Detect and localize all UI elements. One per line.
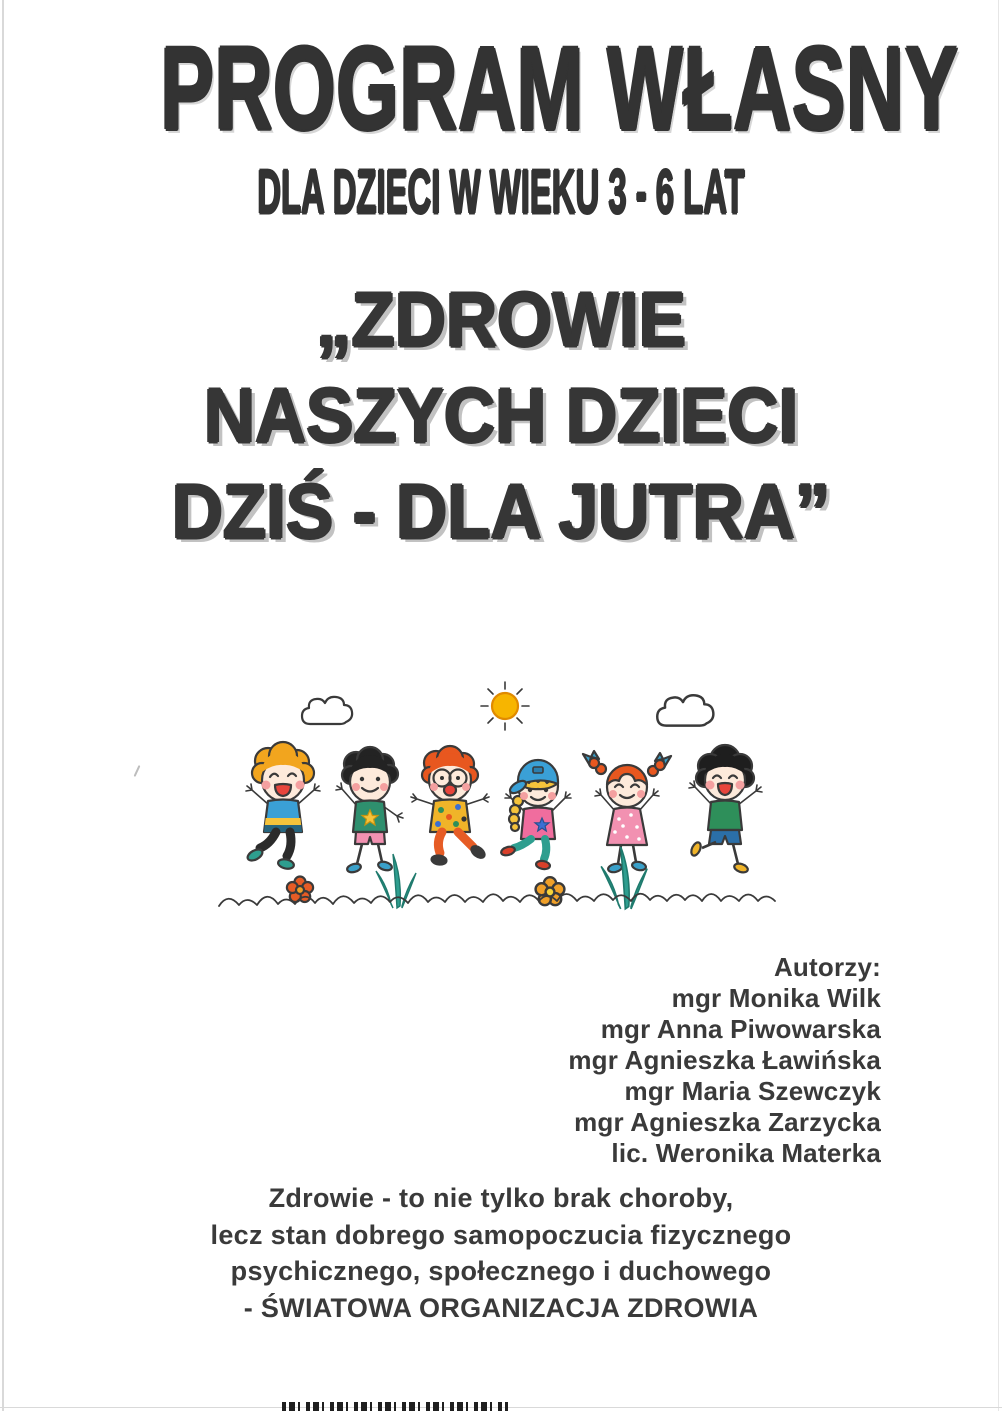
sun-icon [481, 682, 529, 730]
document-title: PROGRAM WŁASNY [160, 23, 959, 155]
author-name: mgr Anna Piwowarska [600, 1014, 881, 1044]
quote-line: Zdrowie - to nie tylko brak choroby, [268, 1183, 734, 1213]
author-name: mgr Monika Wilk [671, 983, 881, 1013]
who-health-quote [0, 1180, 1002, 1326]
quote-line: - ŚWIATOWA ORGANIZACJA ZDROWIA [243, 1292, 759, 1323]
grass-tuft-icon [601, 847, 647, 909]
bottom-cutoff-text-fragment [282, 1402, 508, 1411]
jumping-children-illustration [205, 678, 790, 923]
program-name-line-2: NASZYCH DZIECI [203, 373, 799, 459]
pencil-scan-artifact [134, 765, 141, 777]
child-4-figure [500, 760, 571, 870]
child-1-figure [246, 742, 320, 870]
program-name-line-3: DZIŚ - DLA JUTRA” [171, 469, 831, 555]
author-name: lic. Weronika Materka [611, 1138, 881, 1168]
author-name: mgr Agnieszka Zarzycka [574, 1107, 881, 1137]
cloud-icon [302, 697, 352, 724]
child-5-figure [583, 751, 671, 873]
cloud-icon [657, 695, 713, 725]
child-3-figure [411, 746, 489, 866]
quote-line: lecz stan dobrego samopoczucia fizycznego [210, 1219, 792, 1250]
quote-line: psychicznego, społecznego i duchowego [230, 1256, 772, 1286]
author-name: mgr Agnieszka Ławińska [568, 1045, 881, 1075]
program-name [0, 272, 1002, 560]
child-6-figure [689, 745, 762, 874]
authors-block [568, 952, 881, 1169]
program-name-line-1: „ZDROWIE [316, 277, 686, 363]
authors-heading: Autorzy: [773, 952, 881, 982]
author-name: mgr Maria Szewczyk [624, 1076, 881, 1106]
document-subtitle: DLA DZIECI W WIEKU 3 - 6 LAT [257, 158, 745, 227]
